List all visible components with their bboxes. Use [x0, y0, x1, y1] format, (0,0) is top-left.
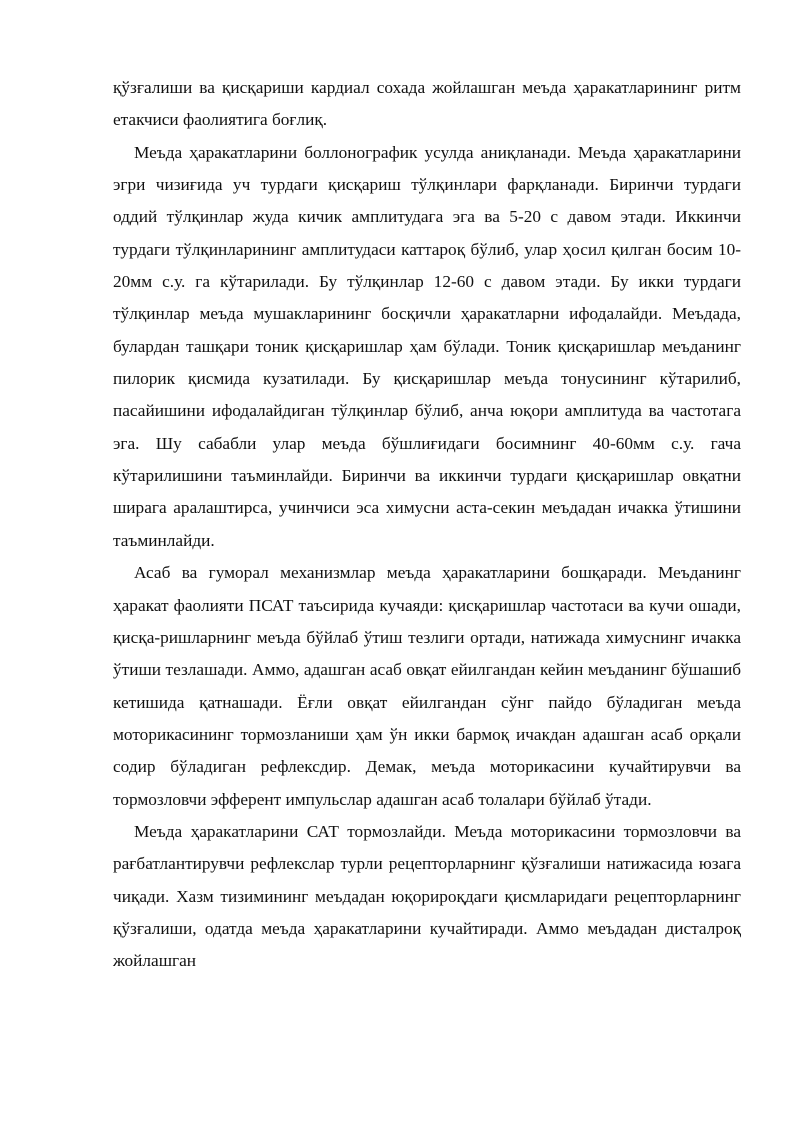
paragraph: Меъда ҳаракатларини САТ тормозлайди. Меъда моторикасини тормозловчи ва рағбатлантирувчи рефлекслар турли рецепторларнинг қўзғалиши натижасида юзага чиқади. Хазм тизимининг меъдадан юқорироқдаги қисмларидаги рецепторларнинг қўзғалиши, одатда меъда ҳаракатларини кучайтиради. Аммо меъдадан дисталроқ жойлашган — [113, 821, 741, 971]
paragraph: Асаб ва гуморал механизмлар меъда ҳаракатларини бошқаради. Меъданинг ҳаракат фаолияти ПСАТ таъсирида кучаяди: қисқаришлар частотаси ва кучи ошади, қисқа-ришларнинг меъда бўйлаб ўтиш тезлиги ортади, натижада химуснинг ичакка ўтиши тезлашади. Аммо, адашган асаб овқат ейилгандан кейин меъданинг бўшашиб кетишида қатнашади. Ёғли овқат ейилгандан сўнг пайдо бўладиган меъда моторикасининг тормозланиши ҳам ўн икки бармоқ ичакдан адашган асаб орқали содир бўладиган рефлексдир. Демак, меъда моторикасини кучайтирувчи ва тормозловчи эфферент импульслар адашган асаб толалари бўйлаб ўтади. — [113, 563, 741, 809]
paragraph: Меъда ҳаракатларини боллонографик усулда аниқланади. Меъда ҳаракатларини эгри чизиғида уч турдаги қисқариш тўлқинлари фарқланади. Биринчи турдаги оддий тўлқинлар жуда кичик амплитудага эга ва 5-20 с давом этади. Иккинчи турдаги тўлқинларининг амплитудаси каттароқ бўлиб, улар ҳосил қилган босим 10-20мм с.у. га кўтарилади. Бу тўлқинлар 12-60 с давом этади. Бу икки турдаги тўлқинлар меъда мушакларининг босқичли ҳаракатларни ифодалайди. Меъдада, булардан ташқари тоник қисқаришлар ҳам бўлади. Тоник қисқаришлар меъданинг пилорик қисмида кузатилади. Бу қисқаришлар меъда тонусининг кўтарилиб, пасайишини ифодалайдиган тўлқинлар бўлиб, анча юқори амплитуда ва частотага эга. Шу сабабли улар меъда бўшлиғидаги босимнинг 40-60мм с.у. гача кўтарилишини таъминлайди. Биринчи ва иккинчи турдаги қисқаришлар овқатни ширага аралаштирса, учинчиси эса химусни аста-секин меъдадан ичакка ўтишини таъминлайди. — [113, 142, 741, 550]
paragraph-continuation: қўзғалиши ва қисқариши кардиал сохада жойлашган меъда ҳаракатларининг ритм етакчиси фаолиятига боғлиқ. — [113, 78, 741, 130]
body-text — [113, 72, 741, 978]
